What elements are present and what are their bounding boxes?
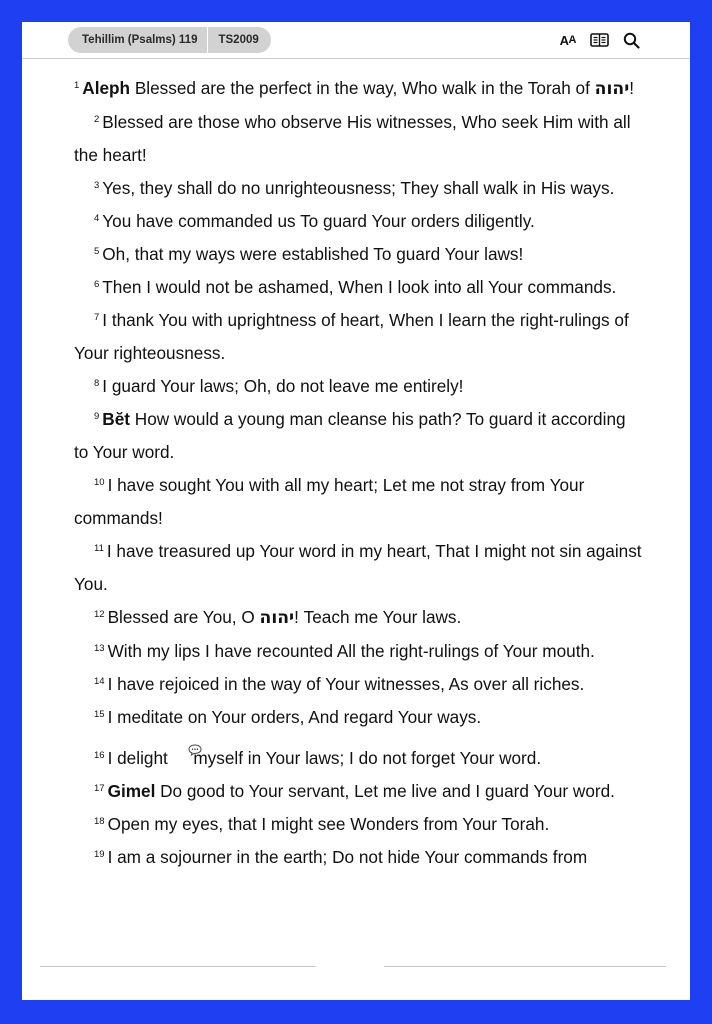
verse-15[interactable]: $^{15}$ I meditate on Your orders, And regard Your ways.	[94, 707, 482, 727]
verse-number: 14	[94, 676, 105, 687]
section-heading: Bĕt	[102, 409, 130, 429]
verse-number: 4	[94, 213, 100, 224]
toolbar	[560, 30, 640, 50]
verse-7[interactable]: $^7$ I thank You with uprightness of heart, When I learn the right-rulings of Your righteousness.	[74, 310, 629, 363]
search-icon[interactable]	[623, 32, 640, 49]
verse-number: 8	[94, 378, 100, 389]
chapter-version-selector	[68, 27, 271, 53]
divine-name: יהוה	[259, 608, 295, 628]
verse-11[interactable]: $^{11}$ I have treasured up Your word in my heart, That I might not sin against You.	[74, 541, 642, 594]
book-chapter-button[interactable]: Tehillim (Psalms) 119	[68, 27, 208, 53]
verse-9[interactable]: $^9$ Bĕt How would a young man cleanse his path? To guard it according to Your word.	[74, 409, 626, 462]
verse-8[interactable]: $^8$ I guard Your laws; Oh, do not leave me entirely!	[94, 376, 464, 396]
section-heading: Gimel	[107, 781, 156, 801]
verse-14[interactable]: $^{14}$ I have rejoiced in the way of Your witnesses, As over all riches.	[94, 674, 585, 694]
verse-number: 2	[94, 114, 100, 125]
verse-number: 12	[94, 609, 105, 620]
verse-number: 15	[94, 709, 105, 720]
text-size-icon[interactable]: A A	[559, 32, 576, 48]
top-bar	[22, 22, 690, 59]
verse-17[interactable]: $^{17}$ Gimel Do good to Your servant, Let me live and I guard Your word.	[94, 781, 615, 801]
verse-1[interactable]: $^1$ Aleph Blessed are the perfect in the way, Who walk in the Torah of יהוה!	[74, 78, 635, 99]
verse-number: 16	[94, 750, 105, 761]
verse-number: 17	[94, 783, 105, 794]
verse-5[interactable]: $^5$ Oh, that my ways were established To guard Your laws!	[94, 244, 524, 264]
verse-13[interactable]: $^{13}$ With my lips I have recounted All the right-rulings of Your mouth.	[94, 641, 595, 661]
footnote-icon[interactable]	[168, 734, 182, 746]
bottom-divider-left	[40, 966, 316, 967]
verse-number: 19	[94, 849, 105, 860]
verse-2[interactable]: $^2$ Blessed are those who observe His witnesses, Who seek Him with all the heart!	[74, 112, 631, 165]
verse-number: 10	[94, 477, 105, 488]
verse-3[interactable]: $^3$ Yes, they shall do no unrighteousness; They shall walk in His ways.	[94, 178, 615, 198]
reader-screen	[22, 22, 690, 1000]
verse-number: 3	[94, 180, 100, 191]
verse-number: 18	[94, 816, 105, 827]
verse-number: 9	[94, 411, 100, 422]
verse-18[interactable]: $^{18}$ Open my eyes, that I might see Wonders from Your Torah.	[94, 814, 550, 834]
section-heading: Aleph	[82, 78, 131, 98]
reader-icon[interactable]	[590, 33, 609, 47]
bottom-divider-right	[384, 966, 666, 967]
verse-number: 13	[94, 643, 105, 654]
verse-4[interactable]: $^4$ You have commanded us To guard Your orders diligently.	[94, 211, 535, 231]
verse-number: 5	[94, 246, 100, 257]
verse-number: 11	[94, 543, 104, 554]
verse-10[interactable]: $^{10}$ I have sought You with all my heart; Let me not stray from Your commands!	[74, 475, 585, 528]
verse-19[interactable]: $^{19}$ I am a sojourner in the earth; Do not hide Your commands from	[94, 847, 588, 867]
verse-16[interactable]: $^{16}$ I delight myself in Your laws; I do not forget Your word.	[74, 734, 644, 775]
verse-12[interactable]: $^{12}$ Blessed are You, O יהוה! Teach me Your laws.	[94, 607, 462, 628]
verse-number: 1	[74, 80, 80, 91]
chapter-text	[74, 72, 644, 874]
verse-6[interactable]: $^6$ Then I would not be ashamed, When I look into all Your commands.	[94, 277, 617, 297]
version-button[interactable]: TS2009	[218, 34, 259, 46]
verse-number: 7	[94, 312, 100, 323]
verse-number: 6	[94, 279, 100, 290]
divine-name: יהוה	[594, 79, 630, 99]
